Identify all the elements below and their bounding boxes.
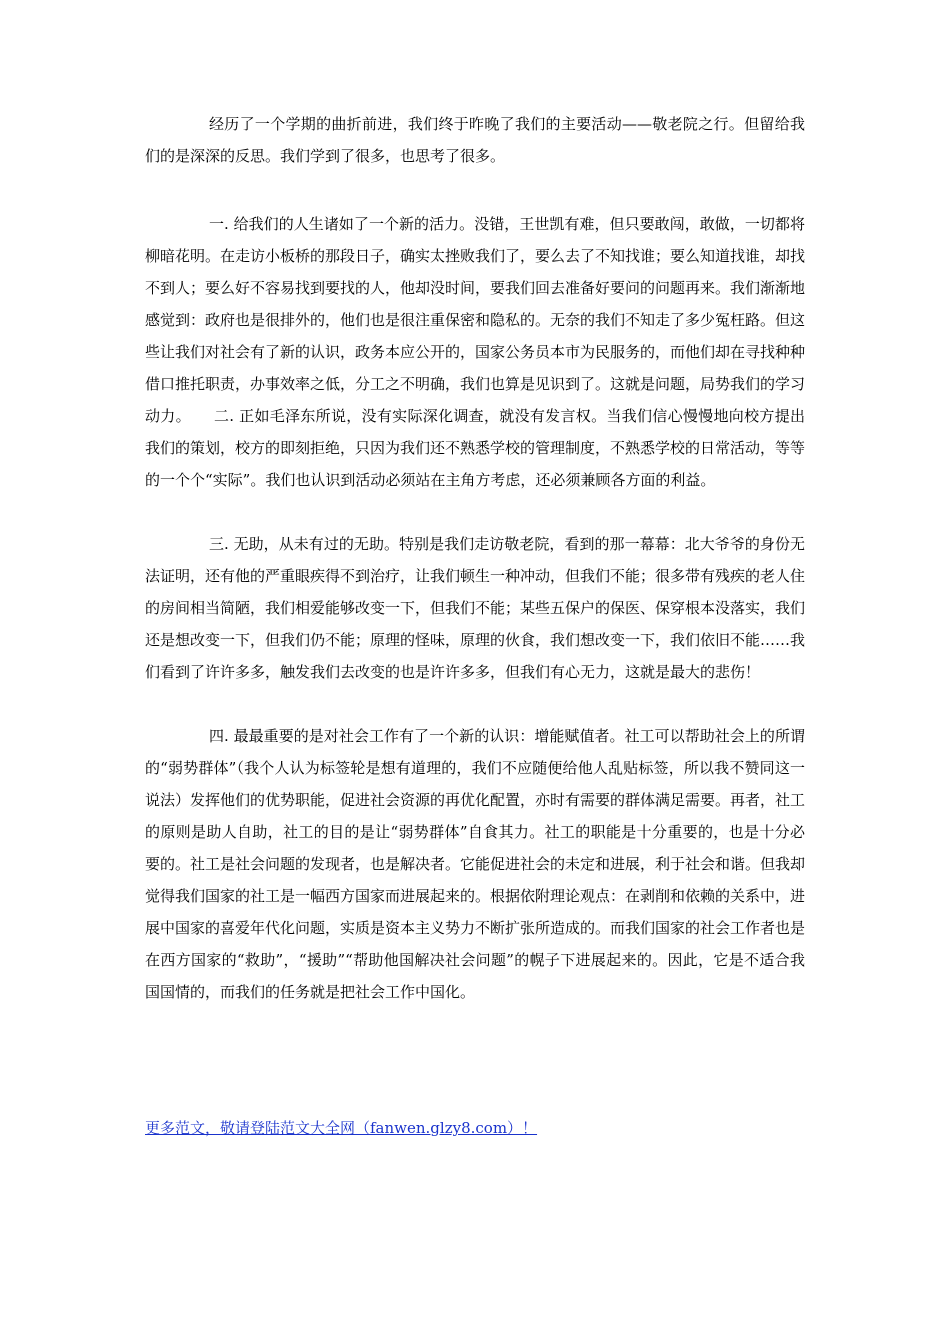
paragraph-one-two: 一. 给我们的人生诸如了一个新的活力。没错，王世凯有难，但只要敢闯，敢做，一切都将柳暗花明。在走访小板桥的那段日子，确实太挫败我们了，要么去了不知找谁；要么知道找谁，却找不到人；要么好不容易找到要找的人，他却没时间，要我们回去准备好要问的问题再来。我们渐渐地感觉到：政府也是很排外的，他们也是很注重保密和隐私的。无奈的我们不知走了多少冤枉路。但这些让我们对社会有了新的认识，政务本应公开的，国家公务员本市为民服务的，而他们却在寻找种种借口推托职责，办事效率之低，分工之不明确，我们也算是见识到了。这就是问题，局势我们的学习动力。 二. 正如毛泽东所说，没有实际深化调查，就没有发言权。当我们信心慢慢地向校方提出我们的策划，校方的即刻拒绝，只因为我们还不熟悉学校的管理制度，不熟悉学校的日常活动，等等的一个个“实际”。我们也认识到活动必须站在主角方考虑，还必须兼顾各方面的利益。 bbox=[145, 215, 806, 489]
paragraph-intro: 经历了一个学期的曲折前进，我们终于昨晚了我们的主要活动——敬老院之行。但留给我们的是深深的反思。我们学到了很多，也思考了很多。 bbox=[145, 115, 805, 165]
document-body bbox=[145, 108, 805, 1008]
paragraph-three: 三. 无助，从未有过的无助。特别是我们走访敬老院，看到的那一幕幕：北大爷爷的身份无法证明，还有他的严重眼疾得不到治疗，让我们顿生一种冲动，但我们不能；很多带有残疾的老人住的房间相当简陋，我们相爱能够改变一下，但我们不能；某些五保户的保医、保穿根本没落实，我们还是想改变一下，但我们仍不能；原理的怪味，原理的伙食，我们想改变一下，我们依旧不能……我们看到了许许多多，触发我们去改变的也是许许多多，但我们有心无力，这就是最大的悲伤！ bbox=[145, 535, 806, 681]
paragraph-spacer bbox=[145, 172, 805, 208]
paragraph-four: 四. 最最重要的是对社会工作有了一个新的认识：增能赋值者。社工可以帮助社会上的所谓的“弱势群体”（我个人认为标签轮是想有道理的，我们不应随便给他人乱贴标签，所以我不赞同这一说法）发挥他们的优势职能，促进社会资源的再优化配置，亦时有需要的群体满足需要。再者，社工的原则是助人自助，社工的目的是让“弱势群体”自食其力。社工的职能是十分重要的，也是十分必要的。社工是社会问题的发现者，也是解决者。它能促进社会的未定和进展，利于社会和谐。但我却觉得我们国家的社工是一幅西方国家而进展起来的。根据依附理论观点：在剥削和依赖的关系中，进展中国家的喜爱年代化问题，实质是资本主义势力不断扩张所造成的。而我们国家的社会工作者也是在西方国家的“救助”，“援助”“帮助他国解决社会问题”的幌子下进展起来的。因此，它是不适合我国国情的，而我们的任务就是把社会工作中国化。 bbox=[145, 727, 806, 1001]
paragraph-spacer bbox=[145, 688, 805, 720]
paragraph-spacer bbox=[145, 496, 805, 528]
footer-website-link[interactable]: 更多范文，敬请登陆范文大全网（fanwen.glzy8.com）！ bbox=[145, 1119, 538, 1137]
